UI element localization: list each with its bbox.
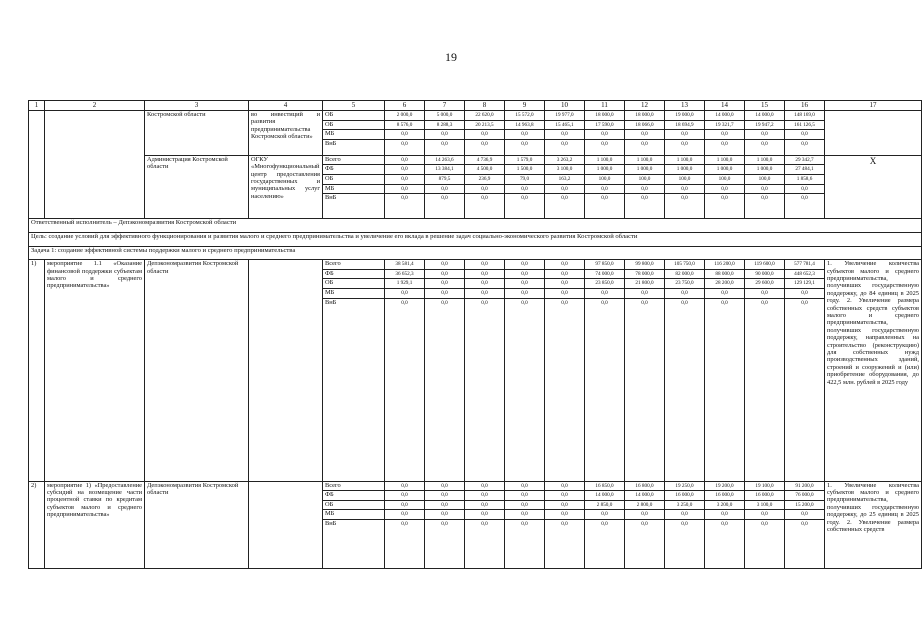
measure-1-value-col7: 0,0 — [425, 298, 465, 481]
measure-1-value-col14: 0,0 — [705, 298, 745, 481]
continuation-source-label: ОБ — [323, 111, 385, 121]
administration-source-label: ФБ — [323, 165, 385, 175]
measure-2-value-col6: 0,0 — [385, 519, 425, 568]
measure-1-value-col9: 0,0 — [505, 298, 545, 481]
measure-2-value-col16: 0,0 — [785, 510, 825, 520]
administration-value-col7: 879,5 — [425, 174, 465, 184]
measure-2-value-col12: 16 800,0 — [625, 481, 665, 491]
continuation-value-col9: 0,0 — [505, 139, 545, 155]
measure-1-value-col11: 0,0 — [585, 298, 625, 481]
measure-1-participant — [249, 260, 323, 481]
measure-1-value-col15: 0,0 — [745, 288, 785, 298]
measure-2-value-col7: 0,0 — [425, 510, 465, 520]
administration-value-col15: 1 100,0 — [745, 155, 785, 165]
administration-value-col6: 0,0 — [385, 194, 425, 219]
measure-1-value-col10: 0,0 — [545, 260, 585, 270]
continuation-value-col6: 2 000,0 — [385, 111, 425, 121]
result-cell — [825, 111, 922, 156]
administration-value-col7: 13 384,1 — [425, 165, 465, 175]
continuation-value-col10: 0,0 — [545, 130, 585, 140]
administration-value-col12: 0,0 — [625, 184, 665, 194]
measure-2-source-label: ВнБ — [323, 519, 385, 568]
measure-1-value-col10: 0,0 — [545, 298, 585, 481]
administration-value-col11: 0,0 — [585, 194, 625, 219]
measure-2-source-label: МБ — [323, 510, 385, 520]
measure-2-value-col7: 0,0 — [425, 481, 465, 491]
measure-1-value-col12: 0,0 — [625, 298, 665, 481]
column-number-12: 12 — [625, 101, 665, 111]
administration-source-label: ВнБ — [323, 194, 385, 219]
administration-value-col8: 0,0 — [465, 194, 505, 219]
measure-2-value-col16: 15 200,0 — [785, 500, 825, 510]
measure-2-value-col13: 16 000,0 — [665, 491, 705, 501]
measure-2-value-col14: 16 000,0 — [705, 491, 745, 501]
measure-2-value-col12: 0,0 — [625, 510, 665, 520]
continuation-value-col8: 20 213,5 — [465, 120, 505, 130]
measure-1-value-col7: 0,0 — [425, 269, 465, 279]
continuation-value-col11: 18 000,0 — [585, 111, 625, 121]
measure-1-value-col15: 29 600,0 — [745, 279, 785, 289]
measure-2-value-col9: 0,0 — [505, 510, 545, 520]
measure-2-value-col12: 14 000,0 — [625, 491, 665, 501]
measure-1-value-col12: 99 800,0 — [625, 260, 665, 270]
continuation-value-col16: 0,0 — [785, 130, 825, 140]
measure-2-row — [29, 481, 922, 491]
administration-value-col15: 0,0 — [745, 194, 785, 219]
measure-2-value-col7: 0,0 — [425, 491, 465, 501]
administration-value-col16: 29 342,7 — [785, 155, 825, 165]
administration-value-col11: 100,0 — [585, 174, 625, 184]
continuation-value-col13: 18 694,9 — [665, 120, 705, 130]
continuation-value-col13: 0,0 — [665, 130, 705, 140]
measure-2-value-col9: 0,0 — [505, 519, 545, 568]
continuation-source-label: ВнБ — [323, 139, 385, 155]
administration-value-col9: 0,0 — [505, 184, 545, 194]
column-number-6: 6 — [385, 101, 425, 111]
goal-row-text: Цель: создание условий для эффективного функционирования и развития малого и среднего предпринимательства и увеличение его вклада в решение задач социально-экономического развития Костромской области — [29, 233, 922, 247]
measure-1-value-col10: 0,0 — [545, 269, 585, 279]
administration-value-col12: 0,0 — [625, 194, 665, 219]
administration-executor: Администрация Костромской области — [145, 155, 249, 218]
measure-1-value-col16: 0,0 — [785, 298, 825, 481]
administration-value-col10: 0,0 — [545, 184, 585, 194]
measure-1-value-col10: 0,0 — [545, 279, 585, 289]
column-number-16: 16 — [785, 101, 825, 111]
table-body — [29, 101, 922, 569]
administration-value-col6: 0,0 — [385, 155, 425, 165]
responsible-row-text: Ответственный исполнитель – Депэкономразвития Костромской области — [29, 219, 922, 233]
measure-1-result: 1. Увеличение количества субъектов малого и среднего предпринимательства, получивших государственную поддержку, до 84 единиц в 2025 году. 2. Увеличение размера собственных средств субъектов малого и среднего предпринимательства, получивших государственную поддержку, направленных на строительство (реконструкцию) для собственных нужд производственных зданий, строений и сооружений и (или) приобретение оборудования, до 422,5 млн. рублей в 2025 году — [825, 260, 922, 481]
administration-value-col16: 27 484,1 — [785, 165, 825, 175]
participant-cell: во инвестиций и развития предпринимательства Костромской области» — [249, 111, 323, 156]
measure-2-value-col15: 3 100,0 — [745, 500, 785, 510]
administration-value-col12: 100,0 — [625, 174, 665, 184]
continuation-value-col16: 161 126,5 — [785, 120, 825, 130]
administration-value-col14: 0,0 — [705, 184, 745, 194]
column-number-8: 8 — [465, 101, 505, 111]
administration-value-col6: 0,0 — [385, 165, 425, 175]
administration-participant: ОГКУ «Многофункциональный центр предоставления государственных и муниципальных услуг населению» — [249, 155, 323, 218]
continuation-row — [29, 111, 922, 121]
measure-2-value-col13: 0,0 — [665, 510, 705, 520]
administration-value-col9: 0,0 — [505, 194, 545, 219]
measure-2-value-col8: 0,0 — [465, 510, 505, 520]
administration-value-col7: 14 263,6 — [425, 155, 465, 165]
administration-value-col16: 0,0 — [785, 184, 825, 194]
measure-1-value-col8: 0,0 — [465, 279, 505, 289]
measure-2-source-label: ФБ — [323, 491, 385, 501]
administration-value-col11: 0,0 — [585, 184, 625, 194]
measure-2-value-col10: 0,0 — [545, 500, 585, 510]
continuation-value-col16: 0,0 — [785, 139, 825, 155]
measure-cell — [45, 111, 145, 219]
executor-cell: Костромской области — [145, 111, 249, 156]
continuation-value-col9: 14 963,8 — [505, 120, 545, 130]
budget-table — [28, 100, 922, 569]
administration-value-col14: 100,0 — [705, 174, 745, 184]
measure-1-value-col14: 116 200,0 — [705, 260, 745, 270]
measure-1-value-col8: 0,0 — [465, 288, 505, 298]
measure-2-value-col16: 91 200,0 — [785, 481, 825, 491]
administration-value-col14: 1 000,0 — [705, 165, 745, 175]
measure-2-value-col11: 2 850,0 — [585, 500, 625, 510]
administration-value-col13: 0,0 — [665, 194, 705, 219]
administration-value-col10: 3 100,0 — [545, 165, 585, 175]
column-number-row — [29, 101, 922, 111]
continuation-value-col10: 15 465,1 — [545, 120, 585, 130]
measure-1-source-label: ВнБ — [323, 298, 385, 481]
continuation-source-label: МБ — [323, 130, 385, 140]
measure-1-value-col12: 21 800,0 — [625, 279, 665, 289]
continuation-value-col12: 0,0 — [625, 139, 665, 155]
measure-2-value-col14: 0,0 — [705, 510, 745, 520]
administration-value-col16: 1 858,6 — [785, 174, 825, 184]
continuation-value-col12: 0,0 — [625, 130, 665, 140]
administration-value-col8: 4 500,0 — [465, 165, 505, 175]
continuation-source-label: ОБ — [323, 120, 385, 130]
continuation-value-col13: 19 000,0 — [665, 111, 705, 121]
column-number-2: 2 — [45, 101, 145, 111]
administration-value-col13: 0,0 — [665, 184, 705, 194]
measure-2-value-col8: 0,0 — [465, 481, 505, 491]
measure-1-value-col14: 28 200,0 — [705, 279, 745, 289]
continuation-value-col8: 0,0 — [465, 139, 505, 155]
responsible-row — [29, 219, 922, 233]
measure-2-value-col12: 0,0 — [625, 519, 665, 568]
measure-1-value-col9: 0,0 — [505, 279, 545, 289]
measure-2-value-col13: 0,0 — [665, 519, 705, 568]
administration-value-col9: 1 579,0 — [505, 155, 545, 165]
measure-2-value-col10: 0,0 — [545, 481, 585, 491]
continuation-value-col9: 15 572,0 — [505, 111, 545, 121]
measure-1-value-col11: 23 850,0 — [585, 279, 625, 289]
measure-2-value-col10: 0,0 — [545, 491, 585, 501]
administration-value-col6: 0,0 — [385, 184, 425, 194]
continuation-value-col7: 0,0 — [425, 130, 465, 140]
measure-1-source-label: ОБ — [323, 279, 385, 289]
column-number-13: 13 — [665, 101, 705, 111]
continuation-value-col7: 5 000,0 — [425, 111, 465, 121]
measure-2-value-col9: 0,0 — [505, 500, 545, 510]
measure-2-value-col14: 3 200,0 — [705, 500, 745, 510]
administration-value-col15: 100,0 — [745, 174, 785, 184]
continuation-value-col7: 8 288,3 — [425, 120, 465, 130]
measure-1-value-col12: 0,0 — [625, 288, 665, 298]
column-number-17: 17 — [825, 101, 922, 111]
task-row — [29, 247, 922, 260]
continuation-value-col13: 0,0 — [665, 139, 705, 155]
continuation-value-col15: 0,0 — [745, 139, 785, 155]
continuation-value-col12: 18 066,0 — [625, 120, 665, 130]
measure-1-value-col6: 0,0 — [385, 298, 425, 481]
measure-1-number: 1) — [29, 260, 45, 481]
column-number-7: 7 — [425, 101, 465, 111]
administration-value-col14: 1 100,0 — [705, 155, 745, 165]
measure-1-value-col9: 0,0 — [505, 269, 545, 279]
measure-2-value-col13: 3 250,0 — [665, 500, 705, 510]
column-number-4: 4 — [249, 101, 323, 111]
continuation-value-col15: 19 947,2 — [745, 120, 785, 130]
measure-1-value-col15: 0,0 — [745, 298, 785, 481]
measure-1-value-col8: 0,0 — [465, 260, 505, 270]
task-row-text: Задача 1: создание эффективной системы поддержки малого и среднего предпринимательства — [29, 247, 922, 260]
measure-1-value-col6: 36 652,3 — [385, 269, 425, 279]
measure-1-value-col16: 0,0 — [785, 288, 825, 298]
measure-2-value-col7: 0,0 — [425, 500, 465, 510]
measure-1-source-label: Всего — [323, 260, 385, 270]
continuation-value-col7: 0,0 — [425, 139, 465, 155]
measure-1-value-col11: 97 850,0 — [585, 260, 625, 270]
measure-1-value-col15: 90 000,0 — [745, 269, 785, 279]
measure-1-value-col14: 88 000,0 — [705, 269, 745, 279]
measure-2-value-col8: 0,0 — [465, 500, 505, 510]
measure-1-value-col7: 0,0 — [425, 260, 465, 270]
measure-2-value-col15: 16 000,0 — [745, 491, 785, 501]
continuation-value-col11: 0,0 — [585, 139, 625, 155]
continuation-value-col14: 0,0 — [705, 130, 745, 140]
measure-1-value-col8: 0,0 — [465, 298, 505, 481]
column-number-14: 14 — [705, 101, 745, 111]
administration-result: X — [825, 155, 922, 218]
measure-1-value-col15: 119 600,0 — [745, 260, 785, 270]
administration-value-col15: 1 000,0 — [745, 165, 785, 175]
administration-value-col8: 4 736,9 — [465, 155, 505, 165]
administration-row — [29, 155, 922, 165]
measure-1-executor: Депэкономразвития Костромской области — [145, 260, 249, 481]
administration-value-col8: 0,0 — [465, 184, 505, 194]
measure-1-value-col14: 0,0 — [705, 288, 745, 298]
measure-1-source-label: ФБ — [323, 269, 385, 279]
measure-1-value-col10: 0,0 — [545, 288, 585, 298]
continuation-value-col6: 0,0 — [385, 130, 425, 140]
administration-value-col6: 0,0 — [385, 174, 425, 184]
continuation-value-col14: 0,0 — [705, 139, 745, 155]
continuation-value-col10: 19 977,0 — [545, 111, 585, 121]
administration-value-col9: 79,0 — [505, 174, 545, 184]
measure-1-value-col11: 74 000,0 — [585, 269, 625, 279]
measure-1-value-col13: 23 750,0 — [665, 279, 705, 289]
continuation-value-col15: 14 000,0 — [745, 111, 785, 121]
measure-2-value-col16: 0,0 — [785, 519, 825, 568]
measure-2-value-col8: 0,0 — [465, 491, 505, 501]
continuation-value-col12: 18 000,0 — [625, 111, 665, 121]
measure-2-value-col6: 0,0 — [385, 500, 425, 510]
measure-2-value-col8: 0,0 — [465, 519, 505, 568]
column-number-15: 15 — [745, 101, 785, 111]
measure-2-value-col9: 0,0 — [505, 491, 545, 501]
goal-row — [29, 233, 922, 247]
measure-1-row — [29, 260, 922, 270]
administration-value-col10: 3 263,2 — [545, 155, 585, 165]
measure-2-value-col11: 16 850,0 — [585, 481, 625, 491]
measure-2-value-col10: 0,0 — [545, 510, 585, 520]
continuation-value-col14: 14 000,0 — [705, 111, 745, 121]
administration-value-col7: 0,0 — [425, 184, 465, 194]
measure-2-result: 1. Увеличение количества субъектов малого и среднего предпринимательства, получивших государственную поддержку, до 25 единиц в 2025 году. 2. Увеличение размера собственных средств — [825, 481, 922, 568]
continuation-value-col6: 8 576,0 — [385, 120, 425, 130]
measure-1-value-col13: 0,0 — [665, 298, 705, 481]
column-number-3: 3 — [145, 101, 249, 111]
measure-1-value-col6: 1 929,1 — [385, 279, 425, 289]
measure-1-value-col6: 0,0 — [385, 288, 425, 298]
measure-2-value-col11: 0,0 — [585, 510, 625, 520]
page-number: 19 — [445, 50, 457, 64]
continuation-value-col8: 22 620,0 — [465, 111, 505, 121]
measure-2-value-col10: 0,0 — [545, 519, 585, 568]
measure-2-number: 2) — [29, 481, 45, 568]
administration-value-col13: 1 100,0 — [665, 155, 705, 165]
measure-1-value-col13: 82 000,0 — [665, 269, 705, 279]
measure-1-value-col12: 78 000,0 — [625, 269, 665, 279]
measure-2-value-col6: 0,0 — [385, 491, 425, 501]
measure-1-value-col16: 129 129,1 — [785, 279, 825, 289]
measure-2-value-col14: 19 200,0 — [705, 481, 745, 491]
administration-value-col8: 236,9 — [465, 174, 505, 184]
measure-2-source-label: Всего — [323, 481, 385, 491]
column-number-11: 11 — [585, 101, 625, 111]
administration-value-col7: 0,0 — [425, 194, 465, 219]
measure-1-value-col11: 0,0 — [585, 288, 625, 298]
measure-1-name: мероприятие 1.1 «Оказание финансовой поддержки субъектам малого и среднего предпринимательства» — [45, 260, 145, 481]
measure-1-value-col16: 577 781,4 — [785, 260, 825, 270]
measure-1-value-col9: 0,0 — [505, 288, 545, 298]
measure-2-value-col13: 19 250,0 — [665, 481, 705, 491]
measure-2-executor: Депэкономразвития Костромской области — [145, 481, 249, 568]
column-number-1: 1 — [29, 101, 45, 111]
measure-2-value-col7: 0,0 — [425, 519, 465, 568]
measure-2-value-col14: 0,0 — [705, 519, 745, 568]
measure-1-value-col7: 0,0 — [425, 279, 465, 289]
administration-value-col12: 1 000,0 — [625, 165, 665, 175]
measure-1-value-col8: 0,0 — [465, 269, 505, 279]
administration-value-col14: 0,0 — [705, 194, 745, 219]
measure-1-source-label: МБ — [323, 288, 385, 298]
measure-2-participant — [249, 481, 323, 568]
measure-1-value-col16: 448 652,3 — [785, 269, 825, 279]
administration-value-col10: 163,2 — [545, 174, 585, 184]
measure-2-value-col9: 0,0 — [505, 481, 545, 491]
measure-2-value-col15: 0,0 — [745, 510, 785, 520]
continuation-value-col11: 17 590,0 — [585, 120, 625, 130]
measure-1-value-col7: 0,0 — [425, 288, 465, 298]
continuation-value-col6: 0,0 — [385, 139, 425, 155]
measure-2-name: мероприятие 1) «Предоставление субсидий на возмещение части процентной ставки по кредитам субъектов малого и среднего предпринимательства» — [45, 481, 145, 568]
administration-source-label: Всего — [323, 155, 385, 165]
continuation-value-col9: 0,0 — [505, 130, 545, 140]
measure-2-value-col11: 0,0 — [585, 519, 625, 568]
measure-2-value-col6: 0,0 — [385, 481, 425, 491]
continuation-value-col15: 0,0 — [745, 130, 785, 140]
continuation-value-col10: 0,0 — [545, 139, 585, 155]
measure-2-value-col16: 76 000,0 — [785, 491, 825, 501]
measure-2-value-col6: 0,0 — [385, 510, 425, 520]
number-cell — [29, 111, 45, 219]
administration-value-col13: 100,0 — [665, 174, 705, 184]
measure-1-value-col13: 105 750,0 — [665, 260, 705, 270]
measure-2-value-col15: 0,0 — [745, 519, 785, 568]
administration-source-label: МБ — [323, 184, 385, 194]
measure-1-value-col9: 0,0 — [505, 260, 545, 270]
continuation-value-col8: 0,0 — [465, 130, 505, 140]
administration-value-col9: 1 500,0 — [505, 165, 545, 175]
measure-2-value-col11: 14 000,0 — [585, 491, 625, 501]
continuation-value-col16: 148 169,0 — [785, 111, 825, 121]
administration-value-col11: 1 100,0 — [585, 155, 625, 165]
administration-value-col15: 0,0 — [745, 184, 785, 194]
column-number-5: 5 — [323, 101, 385, 111]
measure-2-source-label: ОБ — [323, 500, 385, 510]
administration-value-col16: 0,0 — [785, 194, 825, 219]
administration-value-col11: 1 000,0 — [585, 165, 625, 175]
administration-value-col10: 0,0 — [545, 194, 585, 219]
administration-value-col13: 1 000,0 — [665, 165, 705, 175]
administration-source-label: ОБ — [323, 174, 385, 184]
column-number-10: 10 — [545, 101, 585, 111]
continuation-value-col14: 19 321,7 — [705, 120, 745, 130]
administration-value-col12: 1 100,0 — [625, 155, 665, 165]
column-number-9: 9 — [505, 101, 545, 111]
measure-1-value-col13: 0,0 — [665, 288, 705, 298]
measure-2-value-col15: 19 100,0 — [745, 481, 785, 491]
measure-2-value-col12: 2 800,0 — [625, 500, 665, 510]
continuation-value-col11: 0,0 — [585, 130, 625, 140]
measure-1-value-col6: 38 581,4 — [385, 260, 425, 270]
